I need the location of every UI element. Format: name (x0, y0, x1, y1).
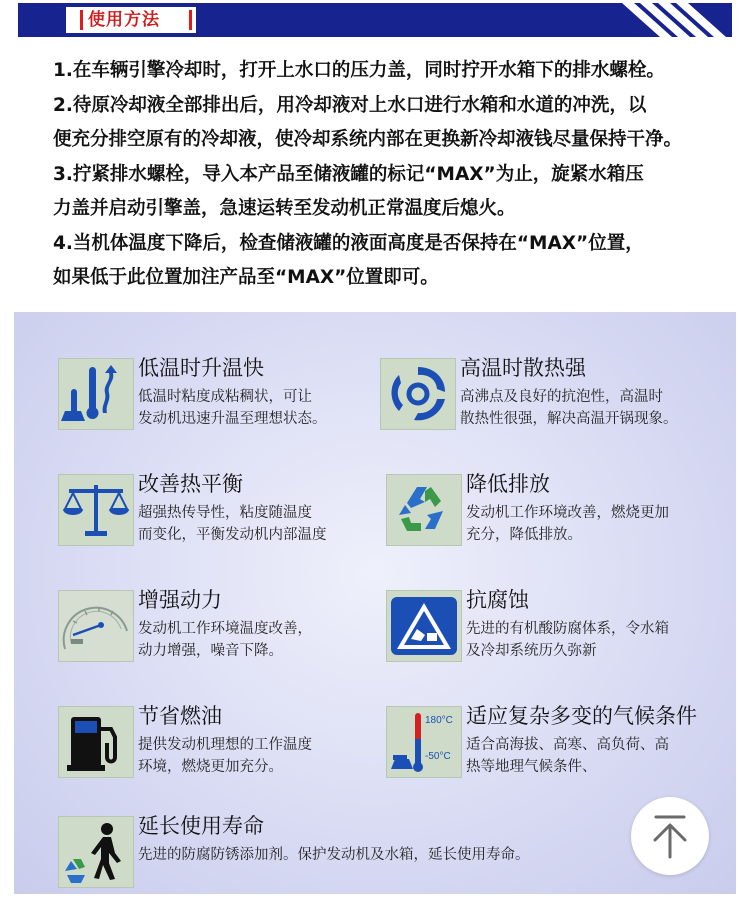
feature-item (58, 586, 388, 686)
fuel-pump-icon (59, 707, 133, 777)
feature-description-line: 而变化，平衡发动机内部温度 (138, 526, 327, 543)
heat-spiral-icon (381, 359, 455, 429)
feature-description (138, 387, 398, 430)
temperature-range-icon (387, 707, 461, 777)
feature-title: 低温时升温快 (138, 356, 264, 380)
feature-description-line: 高沸点及良好的抗泡性，高温时 (460, 389, 663, 405)
step-line: 便充分排空原有的冷却液，使冷却系统内部在更换新冷却液钱尽量保持干净。 (53, 129, 683, 150)
arrow-up-icon (631, 797, 709, 875)
thermometer-car-icon (59, 359, 133, 429)
recycle-icon (387, 475, 461, 545)
step-line: 4.当机体温度下降后，检查储液罐的液面高度是否保持在“MAX”位置， (53, 232, 644, 254)
balance-scale-icon (59, 475, 133, 545)
header-accent-left (80, 10, 83, 30)
feature-item (386, 586, 716, 686)
walking-person-recycle-icon (59, 817, 133, 887)
section-header (18, 3, 732, 37)
feature-description-line: 先进的有机酸防腐体系，令水箱 (466, 621, 669, 637)
feature-title: 增强动力 (138, 588, 222, 612)
step-line: 如果低于此位置加注产品至“MAX”位置即可。 (53, 267, 439, 288)
section-title: 使用方法 (88, 10, 160, 30)
feature-item (386, 470, 716, 570)
feature-title: 改善热平衡 (138, 472, 243, 496)
step-line: 力盖并启动引擎盖，急速运转至发动机正常温度后熄火。 (53, 198, 516, 219)
feature-description (138, 619, 398, 662)
feature-description-line: 充分，降低排放。 (466, 526, 582, 543)
feature-icon-box (386, 590, 462, 662)
feature-description (466, 503, 726, 546)
feature-icon-box (386, 474, 462, 546)
feature-item (58, 702, 388, 802)
feature-item (58, 812, 618, 912)
high-temp-label: 180°C (425, 715, 453, 726)
speedometer-icon (59, 591, 133, 661)
feature-description-line: 超强热传导性，粘度随温度 (138, 505, 312, 521)
feature-description-line: 动力增强，噪音下降。 (138, 642, 283, 659)
feature-icon-box (58, 706, 134, 778)
feature-description (138, 503, 398, 546)
feature-icon-box (58, 358, 134, 430)
feature-item (386, 702, 716, 802)
feature-title: 抗腐蚀 (466, 588, 529, 612)
feature-description-line: 散热性很强，解决高温开锅现象。 (460, 410, 678, 427)
feature-description-line: 提供发动机理想的工作温度 (138, 737, 312, 753)
header-accent-right (189, 10, 192, 30)
feature-icon-box (386, 706, 462, 778)
scroll-to-top-button[interactable] (631, 797, 709, 875)
usage-steps (53, 54, 723, 296)
feature-icon-box (380, 358, 456, 430)
corrosion-warning-icon (387, 591, 461, 661)
feature-description (460, 387, 720, 430)
low-temp-label: -50°C (425, 751, 451, 762)
step-line: 2.待原冷却液全部排出后，用冷却液对上水口进行水箱和水道的冲洗，以 (53, 94, 647, 116)
feature-title: 降低排放 (466, 472, 550, 496)
feature-description (138, 845, 618, 867)
feature-icon-box (58, 816, 134, 888)
feature-title: 延长使用寿命 (138, 814, 264, 838)
feature-description-line: 低温时粘度成粘稠状，可让 (138, 389, 312, 405)
feature-description-line: 环境，燃烧更加充分。 (138, 758, 283, 775)
feature-icon-box (58, 474, 134, 546)
feature-item (58, 470, 388, 570)
feature-title: 高温时散热强 (460, 356, 586, 380)
feature-title: 节省燃油 (138, 704, 222, 728)
feature-description-line: 发动机工作环境温度改善， (138, 621, 312, 637)
feature-item (58, 354, 388, 454)
feature-description-line: 发动机迅速升温至理想状态。 (138, 410, 327, 427)
feature-description (138, 735, 398, 778)
feature-icon-box (58, 590, 134, 662)
feature-description-line: 及冷却系统历久弥新 (466, 642, 597, 659)
feature-item (380, 354, 710, 454)
feature-description (466, 619, 726, 662)
section-header-tab (66, 7, 196, 33)
step-line: 3.拧紧排水螺栓，导入本产品至储液罐的标记“MAX”为止，旋紧水箱压 (53, 163, 644, 185)
step-line: 1.在车辆引擎冷却时，打开上水口的压力盖，同时拧开水箱下的排水螺栓。 (53, 60, 665, 81)
feature-description-line: 先进的防腐防锈添加剂。保护发动机及水箱，延长使用寿命。 (138, 847, 530, 863)
feature-description-line: 热等地理气候条件、 (466, 758, 597, 775)
diagonal-stripes-icon (612, 3, 732, 37)
feature-title: 适应复杂多变的气候条件 (466, 704, 697, 728)
feature-description-line: 发动机工作环境改善，燃烧更加 (466, 505, 669, 521)
feature-description (466, 735, 726, 778)
features-panel (14, 312, 736, 894)
feature-description-line: 适合高海拔、高寒、高负荷、高 (466, 737, 669, 753)
